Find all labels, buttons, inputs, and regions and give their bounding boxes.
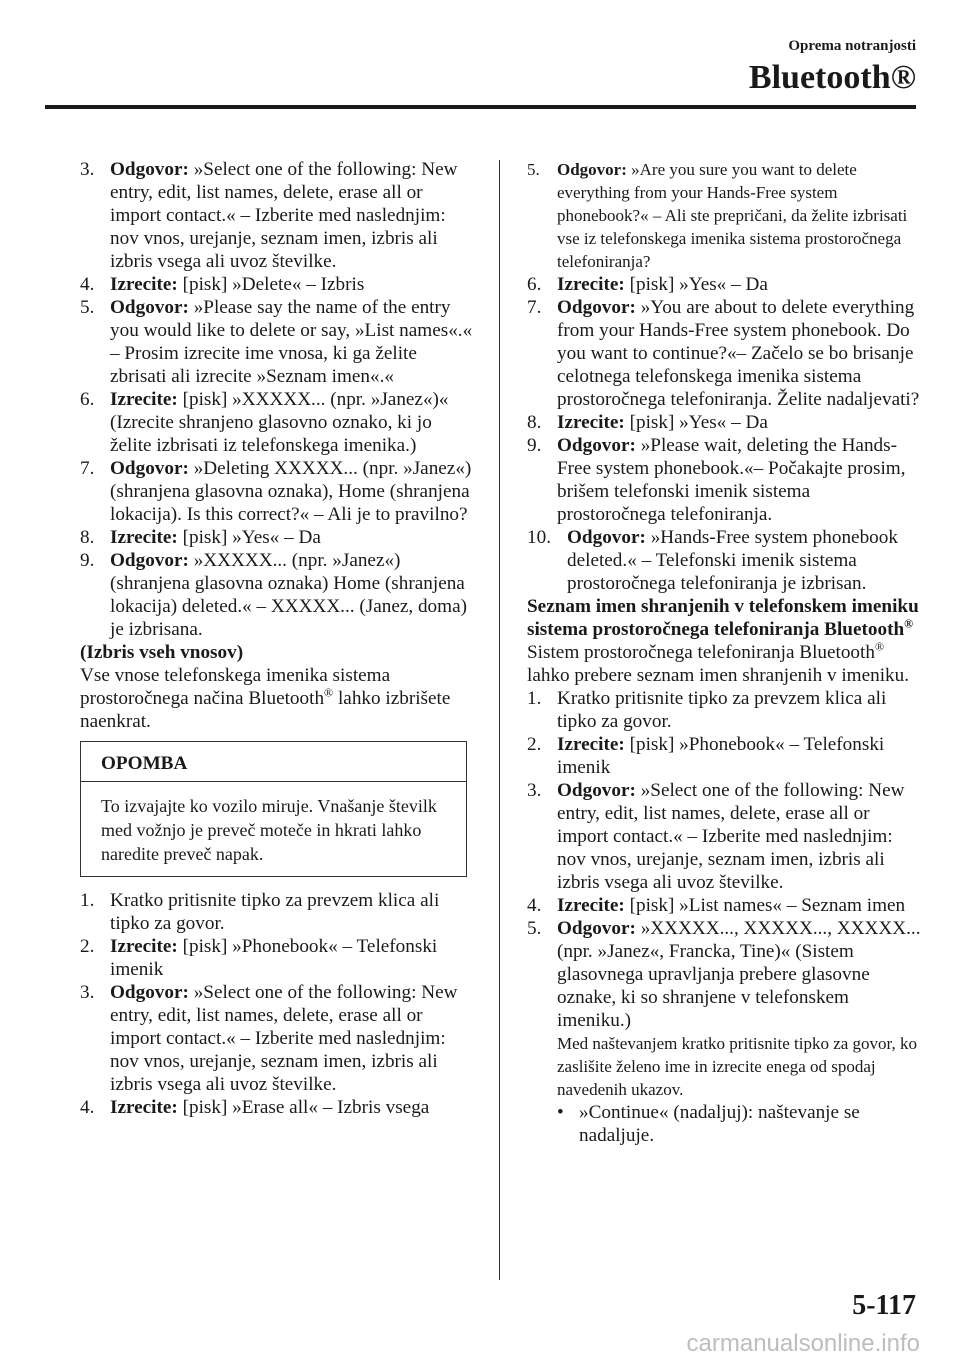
step5-extra: Med naštevanjem kratko pritisnite tipko za govor, ko zaslišite želeno ime in izrecite enega od spodaj navedenih ukazov. (557, 1034, 918, 1099)
step-label: Izrecite: (110, 527, 178, 548)
step-text: [pisk] »Yes« – Da (177, 527, 321, 548)
erase-all-intro: Vse vnose telefonskega imenika sistema prostoročnega načina Bluetooth® lahko izbrišete naenkrat. (80, 665, 451, 732)
step-text: [pisk] »Yes« – Da (624, 412, 768, 433)
step-number: 4. (80, 274, 95, 295)
note-box (80, 741, 467, 877)
step-item (527, 894, 922, 917)
step-text: »XXXXX... (npr. »Janez«) (shranjena glasovna oznaka) Home (shranjena lokacija) deleted.« – XXXXX... (Janez, doma) je izbrisana. (110, 550, 467, 640)
step-label: Odgovor: (110, 297, 189, 318)
bullet-item: • »Continue« (nadaljuj): naštevanje se nadaljuje. (557, 1102, 860, 1146)
step-item (527, 917, 922, 1032)
step-number: 6. (80, 389, 95, 410)
step-text: »Select one of the following: New entry, edit, list names, delete, erase all or import contact.« – Izberite med naslednjim: nov vnos, urejanje, seznam imen, izbris ali izbris vsega ali uvoz številke. (110, 982, 458, 1095)
step-label: Odgovor: (567, 527, 646, 548)
step-number: 9. (80, 550, 95, 571)
right-steps-b (527, 687, 922, 1032)
step-label: Odgovor: (110, 458, 189, 479)
step-number: 5. (527, 160, 540, 179)
step-text: »You are about to delete everything from your Hands-Free system phonebook. Do you want to continue?«– Začelo se bo brisanje celotnega telefonskega imenika sistema prostoročnega telefoniranja. Želite nadaljevati? (557, 297, 920, 410)
step-label: Izrecite: (110, 936, 178, 957)
left-steps-b (80, 889, 475, 1119)
step-label: Izrecite: (557, 412, 625, 433)
phonebook-list-heading: Seznam imen shranjenih v telefonskem imeniku sistema prostoročnega telefoniranja Bluetooth® (527, 596, 919, 640)
note-title: OPOMBA (81, 742, 466, 782)
step-number: 9. (527, 435, 542, 456)
step-number: 8. (527, 412, 542, 433)
step-text: Kratko pritisnite tipko za prevzem klica ali tipko za govor. (110, 890, 440, 934)
step-number: 3. (80, 982, 95, 1003)
step-number: 1. (527, 688, 542, 709)
step-text: »Are you sure you want to delete everything from your Hands-Free system phonebook?« – Ali ste prepričani, da želite izbrisati vse iz telefonskega imenika sistema prostoročnega telefoniranja? (557, 160, 908, 271)
step-item (527, 779, 922, 894)
step-number: 1. (80, 890, 95, 911)
step-item (80, 457, 475, 526)
right-steps-a (527, 158, 922, 595)
erase-all-heading: (Izbris vseh vnosov) (80, 642, 244, 663)
header-title: Bluetooth® (748, 59, 916, 96)
left-steps-a (80, 158, 475, 641)
step-text: [pisk] »Phonebook« – Telefonski imenik (557, 734, 885, 778)
step-item (527, 687, 922, 733)
step-text: Kratko pritisnite tipko za prevzem klica ali tipko za govor. (557, 688, 887, 732)
left-column (80, 158, 475, 1119)
phonebook-list-intro: Sistem prostoročnega telefoniranja Bluetooth® lahko prebere seznam imen shranjenih v imeniku. (527, 639, 910, 686)
step-item (527, 526, 922, 595)
right-column (527, 158, 922, 1147)
step-item (80, 935, 475, 981)
step-number: 2. (527, 734, 542, 755)
step-label: Izrecite: (557, 895, 625, 916)
step-label: Odgovor: (557, 297, 636, 318)
step-number: 5. (527, 918, 542, 939)
step-number: 3. (527, 780, 542, 801)
step-text: »XXXXX..., XXXXX..., XXXXX... (npr. »Janez«, Francka, Tine)« (Sistem glasovnega upravljanja prebere glasovne oznake, ki so shranjene v telefonskem imeniku.) (557, 918, 921, 1031)
step-item (80, 549, 475, 641)
step-item (80, 388, 475, 457)
watermark: carmanualsonline.info (686, 1330, 920, 1357)
step-item (80, 1096, 475, 1119)
step-number: 2. (80, 936, 95, 957)
step-label: Odgovor: (110, 159, 189, 180)
step-label: Odgovor: (557, 435, 636, 456)
step-label: Izrecite: (557, 274, 625, 295)
step-text: »Select one of the following: New entry, edit, list names, delete, erase all or import contact.« – Izberite med naslednjim: nov vnos, urejanje, seznam imen, izbris ali izbris vsega ali uvoz številke. (110, 159, 458, 272)
step-label: Odgovor: (110, 550, 189, 571)
step-text: »Please wait, deleting the Hands-Free system phonebook.«– Počakajte prosim, brišem telefonski imenik sistema prostoročnega telefoniranja. (557, 435, 906, 525)
step-text: [pisk] »Yes« – Da (624, 274, 768, 295)
step-item (80, 889, 475, 935)
step-text: [pisk] »Delete« – Izbris (177, 274, 365, 295)
step-number: 7. (80, 458, 95, 479)
step-text: »Please say the name of the entry you would like to delete or say, »List names«.« – Prosim izrecite ime vnosa, ki ga želite zbrisati ali izrecite »Seznam imen«.« (110, 297, 473, 387)
step-number: 4. (80, 1097, 95, 1118)
step-label: Izrecite: (110, 389, 178, 410)
step-item (527, 296, 922, 411)
step-label: Odgovor: (557, 160, 627, 179)
column-divider (499, 160, 500, 1280)
header-section: Oprema notranjosti (788, 38, 916, 54)
step-item (80, 526, 475, 549)
step-item (80, 273, 475, 296)
step-text: [pisk] »XXXXX... (npr. »Janez«)« (Izrecite shranjeno glasovno oznako, ki jo želite izbrisati iz telefonskega imenika.) (110, 389, 449, 456)
step-label: Odgovor: (557, 918, 636, 939)
step-number: 7. (527, 297, 542, 318)
step-label: Odgovor: (110, 982, 189, 1003)
step-item (527, 434, 922, 526)
step-text: »Select one of the following: New entry, edit, list names, delete, erase all or import contact.« – Izberite med naslednjim: nov vnos, urejanje, seznam imen, izbris ali izbris vsega ali uvoz številke. (557, 780, 905, 893)
step-number: 8. (80, 527, 95, 548)
step-item (80, 296, 475, 388)
step-label: Odgovor: (557, 780, 636, 801)
step-text: [pisk] »Phonebook« – Telefonski imenik (110, 936, 438, 980)
step-number: 5. (80, 297, 95, 318)
step-text: [pisk] »Erase all« – Izbris vsega (177, 1097, 430, 1118)
step-label: Izrecite: (110, 274, 178, 295)
step-item (527, 411, 922, 434)
step-text: [pisk] »List names« – Seznam imen (624, 895, 906, 916)
step-number: 3. (80, 159, 95, 180)
step-item (527, 733, 922, 779)
step-item (527, 273, 922, 296)
step-text: »Hands-Free system phonebook deleted.« – Telefonski imenik sistema prostoročnega telefoniranja je izbrisan. (567, 527, 898, 594)
step-label: Izrecite: (110, 1097, 178, 1118)
header-rule (45, 105, 916, 109)
step-text: »Deleting XXXXX... (npr. »Janez«) (shranjena glasovna oznaka), Home (shranjena lokacija). Is this correct?« – Ali je to pravilno? (110, 458, 472, 525)
step-item (80, 158, 475, 273)
note-body: To izvajajte ko vozilo miruje. Vnašanje številk med vožnjo je preveč moteče in hkrati lahko naredite preveč napak. (101, 796, 437, 864)
bullet-icon: • (557, 1102, 564, 1123)
step-number: 10. (527, 527, 551, 548)
step-label: Izrecite: (557, 734, 625, 755)
step-number: 4. (527, 895, 542, 916)
step-number: 6. (527, 274, 542, 295)
step-item (527, 158, 922, 273)
step-item (80, 981, 475, 1096)
page-number: 5-117 (852, 1290, 916, 1321)
